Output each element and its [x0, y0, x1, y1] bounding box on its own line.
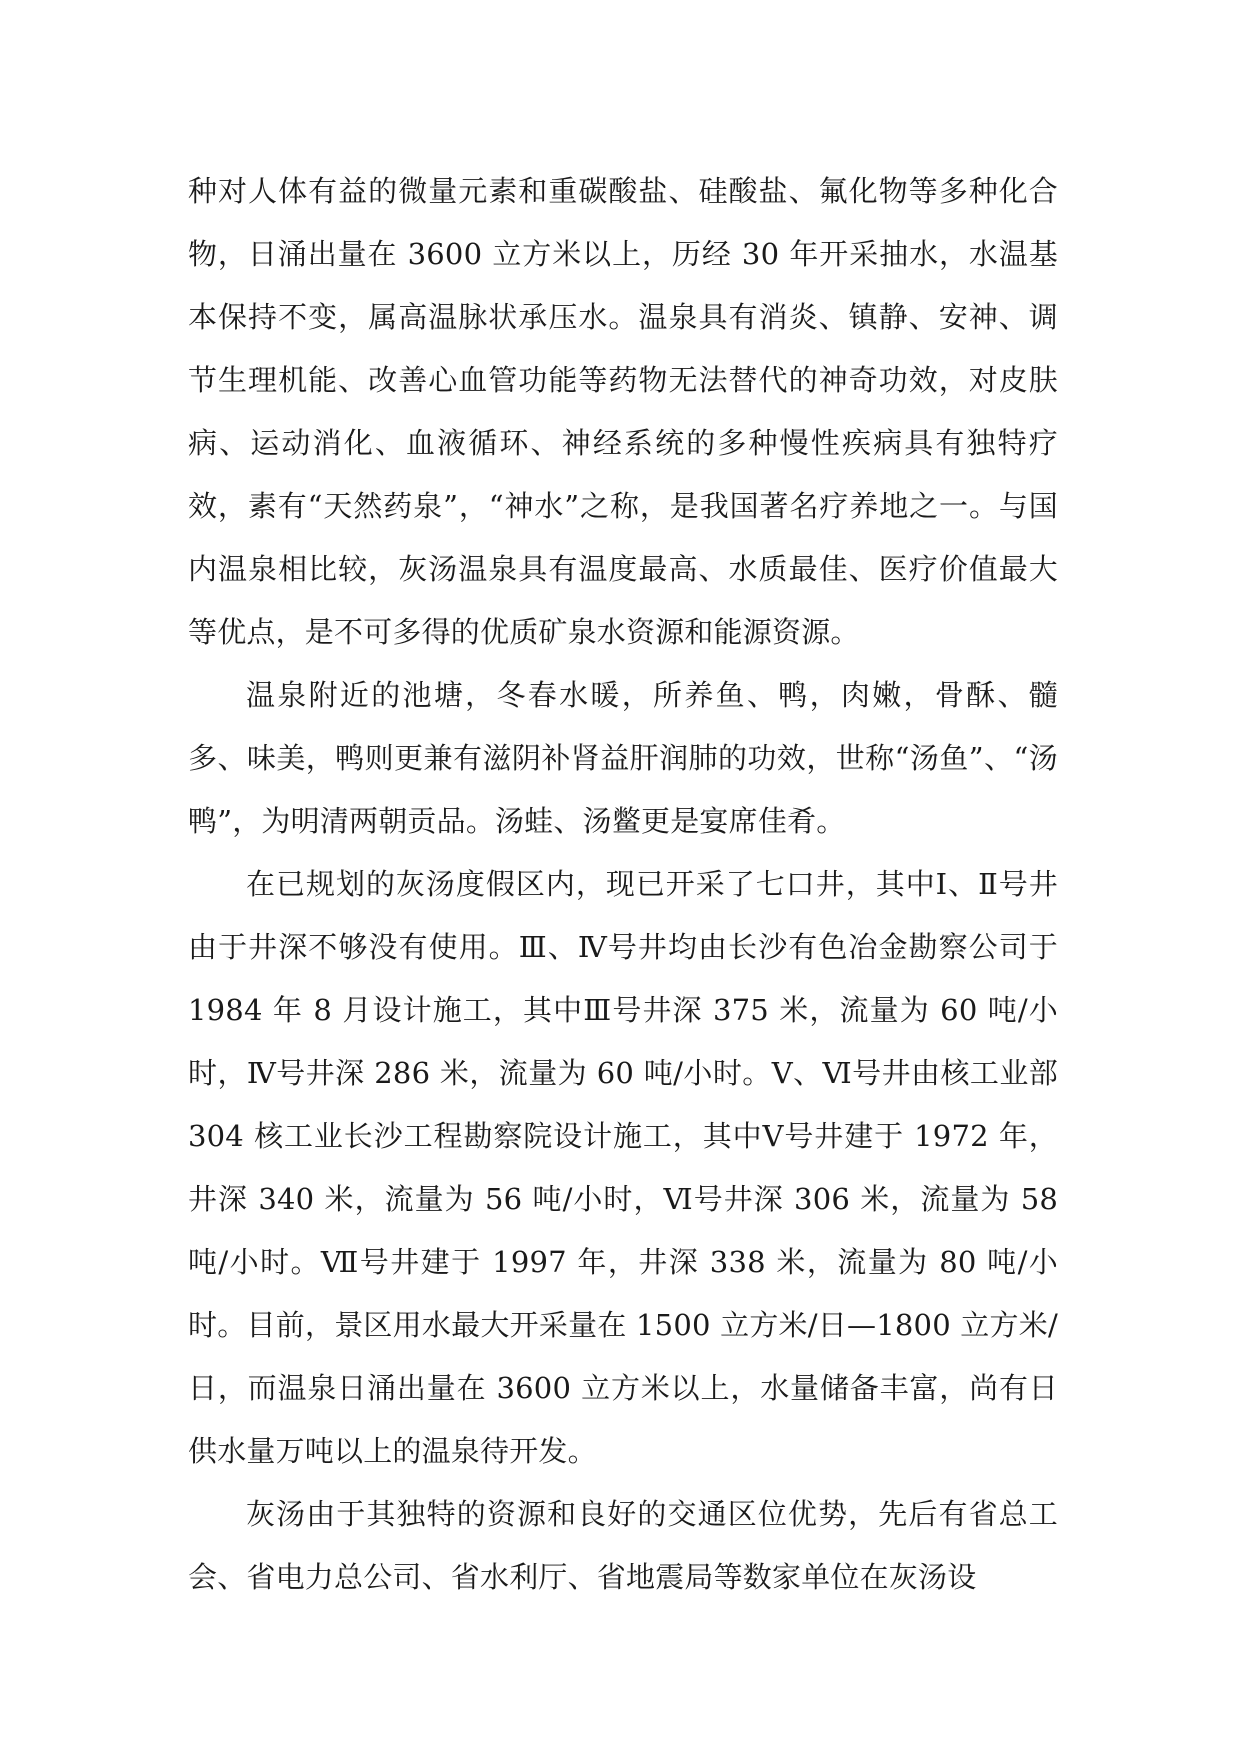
paragraph-institutions: 灰汤由于其独特的资源和良好的交通区位优势，先后有省总工会、省电力总公司、省水利厅、省地震局等数家单位在灰汤设	[188, 1497, 1058, 1594]
body-text	[188, 160, 1058, 1609]
paragraph-ponds: 温泉附近的池塘，冬春水暖，所养鱼、鸭，肉嫩，骨酥、髓多、味美，鸭则更兼有滋阴补肾益肝润肺的功效，世称“汤鱼”、“汤鸭”，为明清两朝贡品。汤蛙、汤鳖更是宴席佳肴。	[188, 678, 1058, 838]
paragraph-continuation: 种对人体有益的微量元素和重碳酸盐、硅酸盐、氟化物等多种化合物，日涌出量在 3600 立方米以上，历经 30 年开采抽水，水温基本保持不变，属高温脉状承压水。温泉具有消炎、镇静、安神、调节生理机能、改善心血管功能等药物无法替代的神奇功效，对皮肤病、运动消化、血液循环、神经系统的多种慢性疾病具有独特疗效，素有“天然药泉”，“神水”之称，是我国著名疗养地之一。与国内温泉相比较，灰汤温泉具有温度最高、水质最佳、医疗价值最大等优点，是不可多得的优质矿泉水资源和能源资源。	[188, 174, 1058, 649]
paragraph-wells: 在已规划的灰汤度假区内，现已开采了七口井，其中Ⅰ、Ⅱ号井由于井深不够没有使用。Ⅲ、Ⅳ号井均由长沙有色冶金勘察公司于 1984 年 8 月设计施工，其中Ⅲ号井深 375 米，流量为 60 吨/小时，Ⅳ号井深 286 米，流量为 60 吨/小时。Ⅴ、Ⅵ号井由核工业部 304 核工业长沙工程勘察院设计施工，其中Ⅴ号井建于 1972 年，井深 340 米，流量为 56 吨/小时，Ⅵ号井深 306 米，流量为 58 吨/小时。Ⅶ号井建于 1997 年，井深 338 米，流量为 80 吨/小时。目前，景区用水最大开采量在 1500 立方米/日—1800 立方米/日，而温泉日涌出量在 3600 立方米以上，水量储备丰富，尚有日供水量万吨以上的温泉待开发。	[188, 867, 1058, 1468]
